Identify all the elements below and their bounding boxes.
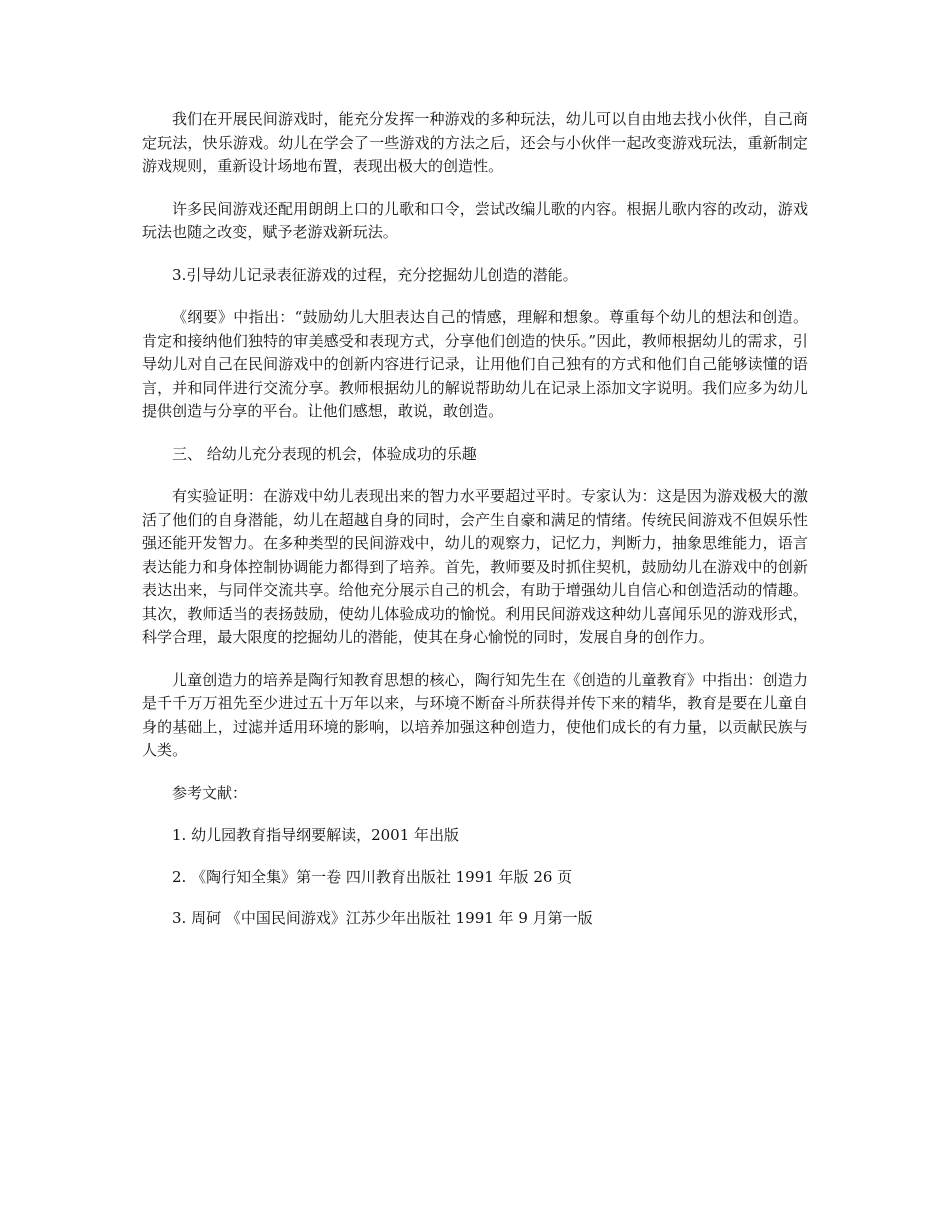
- paragraph-experiment: 有实验证明：在游戏中幼儿表现出来的智力水平要超过平时。专家认为：这是因为游戏极大的激活了他们的自身潜能，幼儿在超越自身的同时，会产生自豪和满足的情绪。传统民间游戏不但娱乐性强还能开发智力。在多种类型的民间游戏中，幼儿的观察力，记忆力，判断力，抽象思维能力，语言表达能力和身体控制协调能力都得到了培养。首先，教师要及时抓住契机，鼓励幼儿在游戏中的创新表达出来，与同伴交流共享。给他充分展示自己的机会，有助于增强幼儿自信心和创造活动的情趣。其次，教师适当的表扬鼓励，使幼儿体验成功的愉悦。利用民间游戏这种幼儿喜闻乐见的游戏形式，科学合理，最大限度的挖掘幼儿的潜能，使其在身心愉悦的同时，发展自身的创作力。: [142, 487, 808, 646]
- document-page: [142, 108, 808, 949]
- references-heading: 参考文献：: [172, 783, 248, 802]
- paragraph-section-3: 3.引导幼儿记录表征游戏的过程，充分挖掘幼儿创造的潜能。: [172, 265, 578, 284]
- paragraph-tao-xingzhi: 儿童创造力的培养是陶行知教育思想的核心，陶行知先生在《创造的儿童教育》中指出：创造力是千千万万祖先至少进过五十万年以来，与环境不断奋斗所获得并传下来的精华，教育是要在儿童自身的基础上，过滤并适用环境的影响，以培养加强这种创造力，使他们成长的有力量，以贡献民族与人类。: [142, 670, 808, 759]
- paragraph-play-methods: 我们在开展民间游戏时，能充分发挥一种游戏的多种玩法，幼儿可以自由地去找小伙伴，自己商定玩法，快乐游戏。幼儿在学会了一些游戏的方法之后，还会与小伙伴一起改变游戏玩法，重新制定游戏规则，重新设计场地布置，表现出极大的创造性。: [142, 110, 808, 175]
- section-heading-three: 三、 给幼儿充分表现的机会，体验成功的乐趣: [172, 444, 477, 463]
- paragraph-guideline-quote: 《纲要》中指出：“鼓励幼儿大胆表达自己的情感，理解和想象。尊重每个幼儿的想法和创造。肯定和接纳他们独特的审美感受和表现方式，分享他们创造的快乐。”因此，教师根据幼儿的需求，引导幼儿对自己在民间游戏中的创新内容进行记录，让用他们自己独有的方式和他们自己能够读懂的语言，并和同伴进行交流分享。教师根据幼儿的解说帮助幼儿在记录上添加文字说明。我们应多为幼儿提供创造与分享的平台。让他们感想，敢说，敢创造。: [142, 308, 808, 420]
- reference-item-2: 2. 《陶行知全集》第一卷 四川教育出版社 1991 年版 26 页: [172, 867, 573, 886]
- reference-item-1: 1. 幼儿园教育指导纲要解读，2001 年出版: [172, 826, 460, 844]
- reference-item-3: 3. 周砢 《中国民间游戏》江苏少年出版社 1991 年 9 月第一版: [172, 909, 593, 927]
- paragraph-nursery-rhymes: 许多民间游戏还配用朗朗上口的儿歌和口令，尝试改编儿歌的内容。根据儿歌内容的改动，游戏玩法也随之改变，赋予老游戏新玩法。: [142, 199, 808, 241]
